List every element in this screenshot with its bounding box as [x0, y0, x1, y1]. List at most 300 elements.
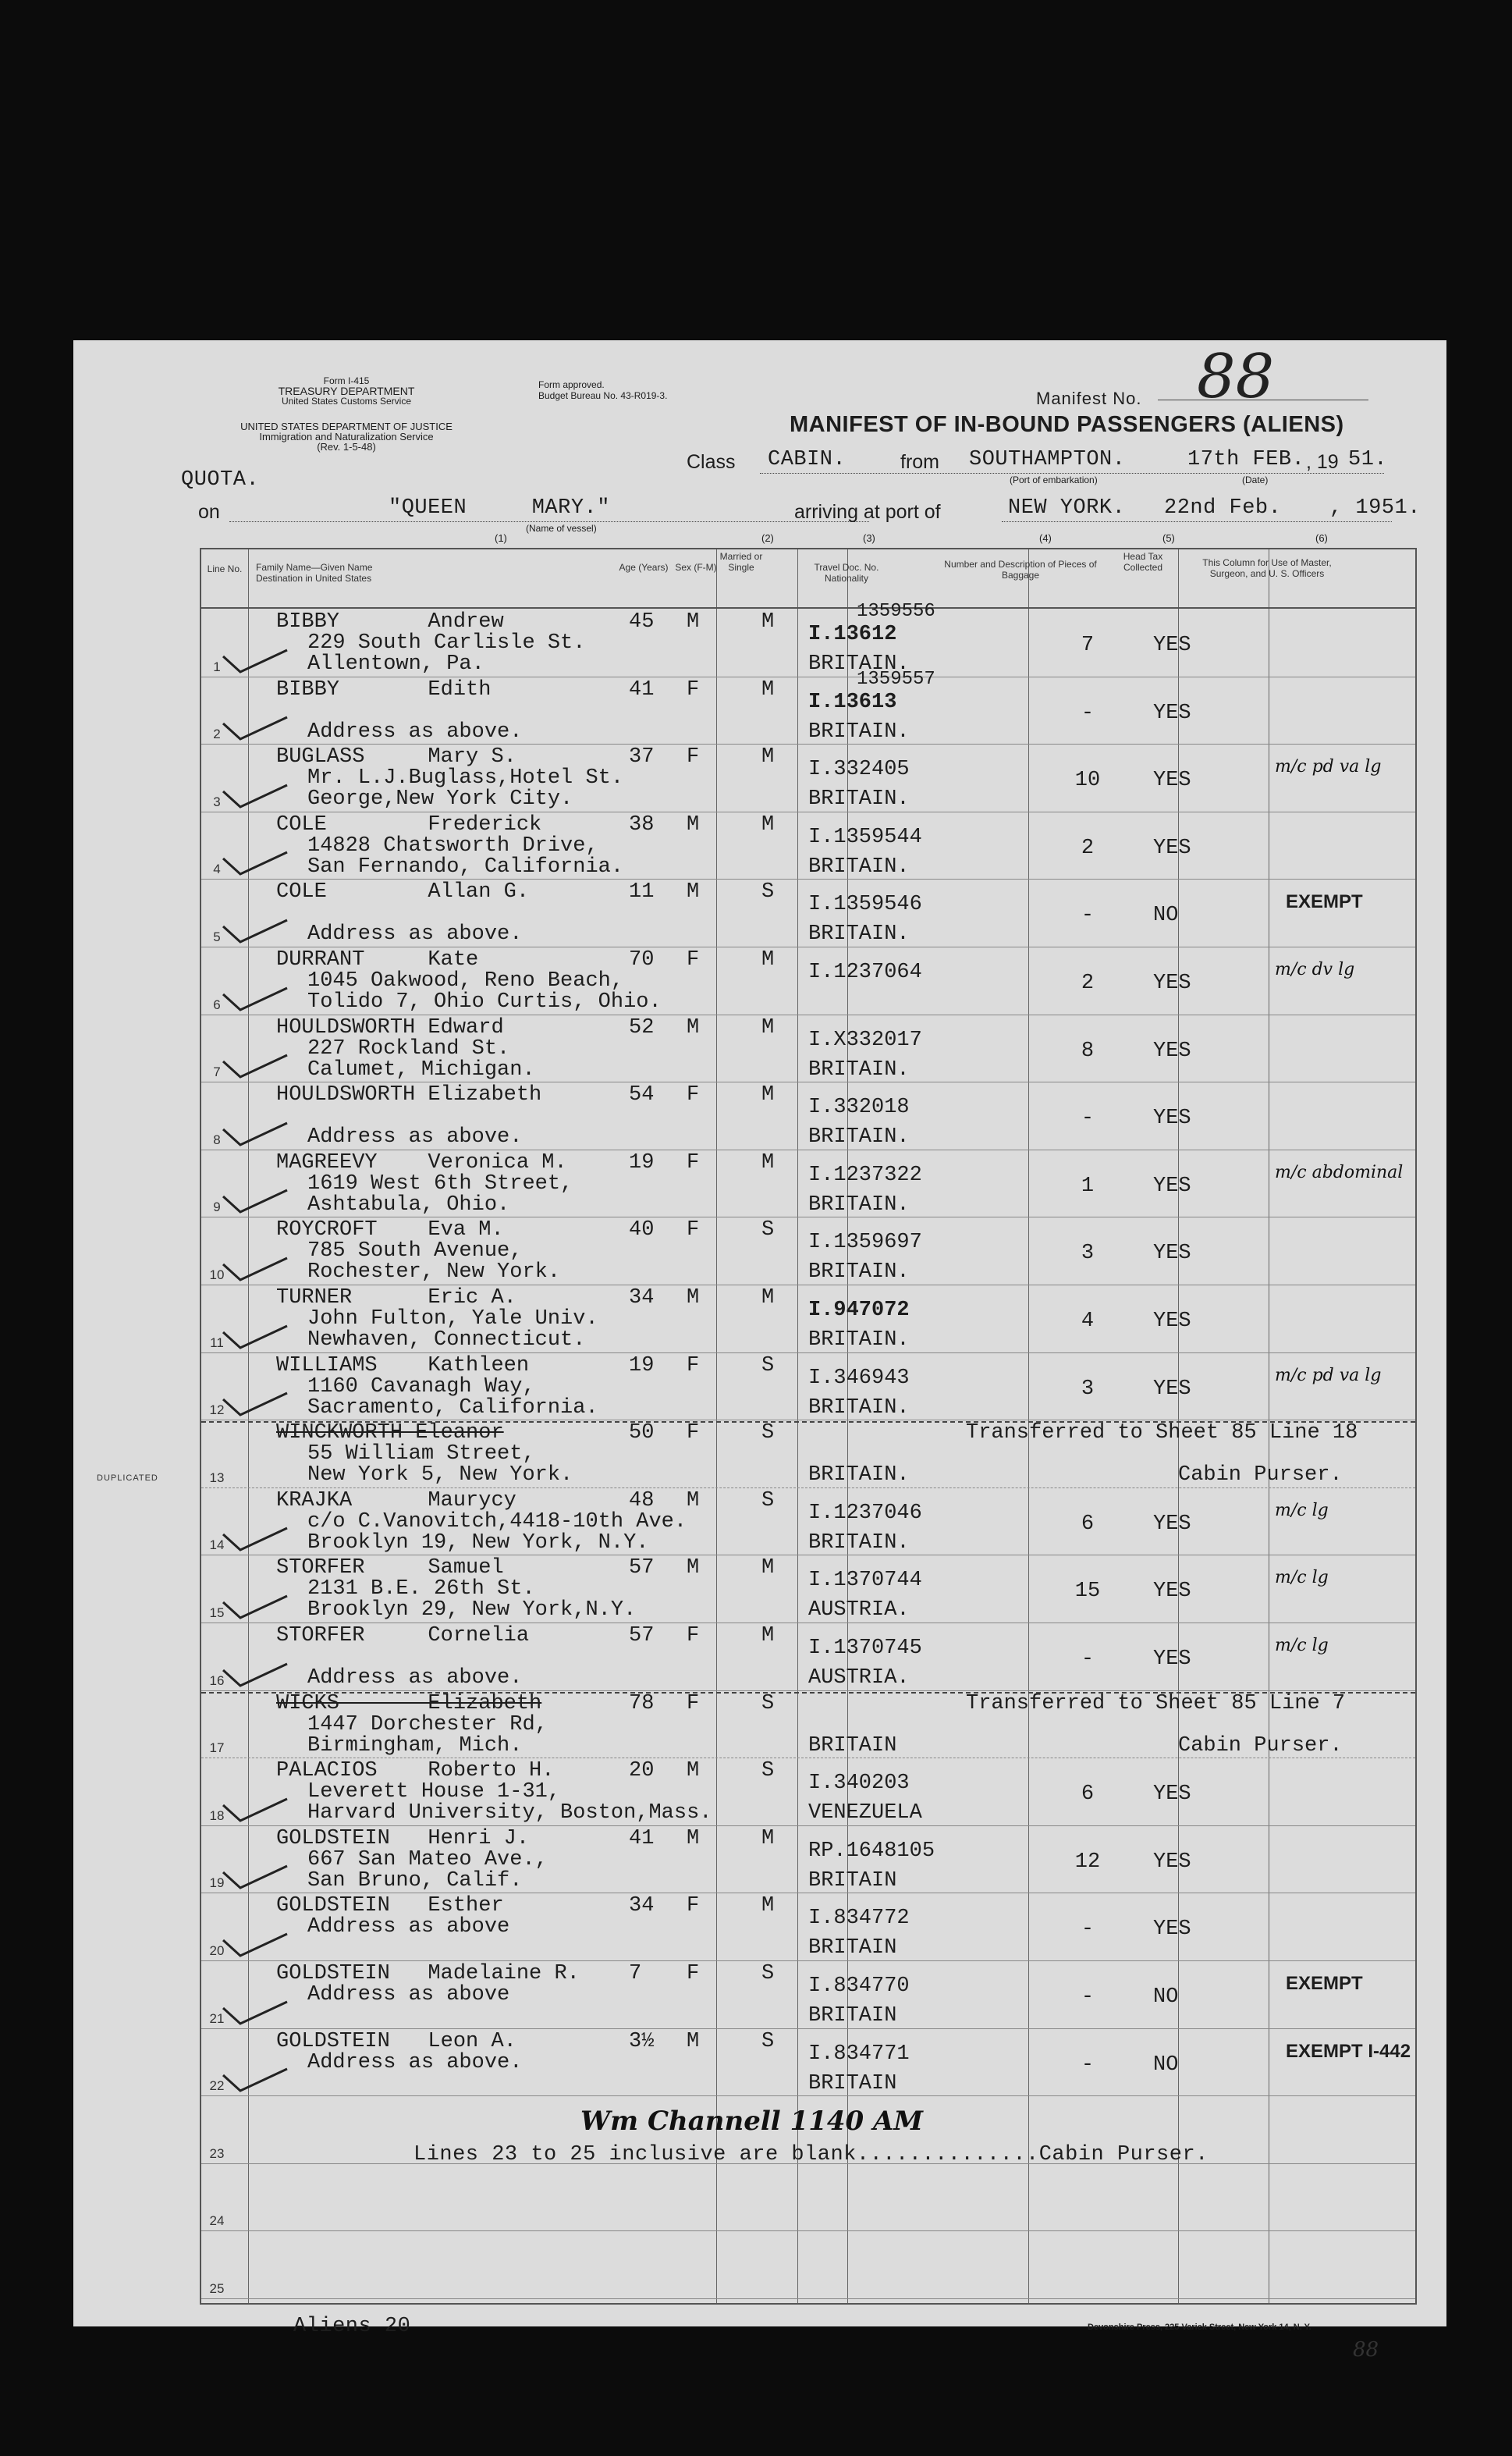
- transfer-signoff: Cabin Purser.: [1178, 1733, 1343, 1758]
- table-row: [201, 1555, 1415, 1623]
- table-row: [201, 1420, 1415, 1487]
- col-sex: Sex (F-M): [675, 562, 717, 573]
- nationality: BRITAIN.: [808, 1328, 910, 1352]
- line-number: 22: [209, 2078, 225, 2094]
- officer-note: m/c lg: [1275, 1568, 1329, 1588]
- travel-doc: I.1359546: [808, 893, 922, 917]
- doc-number-top: 1359557: [857, 668, 935, 690]
- line-number: 5: [213, 929, 221, 944]
- manifest-no: 88: [1197, 342, 1275, 412]
- age: 52: [629, 1015, 655, 1040]
- officer-note: EXEMPT: [1286, 1973, 1363, 1994]
- baggage-count: 10: [1074, 769, 1101, 793]
- table-row: [201, 2163, 1415, 2231]
- doj-title: UNITED STATES DEPARTMENT OF JUSTICE: [240, 421, 453, 432]
- age: 78: [629, 1691, 655, 1715]
- col-num-1: (1): [495, 532, 507, 544]
- age: 34: [629, 1894, 655, 1918]
- treasury-dept: TREASURY DEPARTMENT: [278, 385, 415, 397]
- nationality: BRITAIN: [808, 2004, 897, 2028]
- handwritten-note: Wm Channell 1140 AM: [580, 2106, 924, 2137]
- page-mark: 88: [1353, 2338, 1379, 2362]
- marital-status: S: [761, 1488, 775, 1512]
- passenger-name: GOLDSTEIN Henri J.: [276, 1826, 530, 1850]
- head-tax: YES: [1153, 701, 1191, 725]
- baggage-count: 7: [1081, 634, 1095, 657]
- embark-year: 51.: [1348, 448, 1388, 471]
- manifest-title: MANIFEST OF IN-BOUND PASSENGERS (ALIENS): [790, 412, 1344, 437]
- checkmark-icon: [220, 983, 290, 1015]
- table-row: [201, 812, 1415, 880]
- age: 20: [629, 1759, 655, 1783]
- checkmark-icon: [220, 1591, 290, 1623]
- age: 70: [629, 948, 655, 972]
- arrival-port: NEW YORK.: [1008, 496, 1126, 520]
- checkmark-icon: [220, 848, 290, 879]
- age: 57: [629, 1556, 655, 1580]
- sex: M: [687, 1826, 700, 1850]
- col-num-5: (5): [1162, 532, 1175, 544]
- doc-number-top: 1359556: [857, 601, 935, 622]
- checkmark-icon: [220, 645, 290, 677]
- address-line-1: Address as above: [307, 1983, 510, 2006]
- head-tax: YES: [1153, 972, 1191, 995]
- line-number: 13: [209, 1470, 225, 1485]
- table-row: [201, 2028, 1415, 2096]
- line-number: 10: [209, 1267, 225, 1282]
- head-tax: YES: [1153, 1377, 1191, 1401]
- transfer-note: Transferred to Sheet 85 Line 7: [966, 1691, 1346, 1715]
- nationality: BRITAIN.: [808, 1530, 910, 1555]
- sex: M: [687, 1488, 700, 1512]
- travel-doc: RP.1648105: [808, 1839, 935, 1863]
- sex: M: [687, 1015, 700, 1040]
- baggage-count: 6: [1081, 1782, 1095, 1807]
- line-number: 16: [209, 1672, 225, 1688]
- travel-doc: I.1237046: [808, 1501, 922, 1525]
- travel-doc: I.1370744: [808, 1569, 922, 1593]
- line-number: 12: [209, 1402, 225, 1418]
- sex: F: [687, 1962, 700, 1985]
- baggage-count: -: [1081, 1107, 1095, 1131]
- address-line-1: Leverett House 1-31,: [307, 1780, 561, 1804]
- class-label: Class: [687, 451, 736, 473]
- table-row: [201, 1285, 1415, 1352]
- age: 45: [629, 610, 655, 634]
- address-line-1: 229 South Carlisle St.: [307, 631, 586, 655]
- table-row: [201, 1758, 1415, 1825]
- address-line-2: Address as above.: [307, 922, 523, 947]
- on-label: on: [198, 501, 220, 523]
- travel-doc: I.X332017: [808, 1028, 922, 1052]
- line-number: 2: [213, 727, 221, 742]
- col-travel-doc: Travel Doc. No. Nationality: [814, 562, 879, 584]
- address-line-1: 1619 West 6th Street,: [307, 1171, 573, 1196]
- head-tax: YES: [1153, 1918, 1191, 1942]
- sex: F: [687, 745, 700, 769]
- baggage-count: -: [1081, 904, 1095, 928]
- col-age: Age (Years): [619, 562, 669, 573]
- passenger-name: HOULDSWORTH Elizabeth: [276, 1083, 542, 1107]
- rev-date: (Rev. 1-5-48): [317, 441, 376, 453]
- checkmark-icon: [220, 1659, 290, 1690]
- age: 3½: [629, 2029, 655, 2053]
- age: 50: [629, 1421, 655, 1445]
- passenger-name: GOLDSTEIN Esther: [276, 1894, 504, 1918]
- passenger-name: ROYCROFT Eva M.: [276, 1218, 504, 1242]
- nationality: BRITAIN.: [808, 652, 910, 676]
- arriving-label: arriving at port of: [794, 501, 941, 523]
- checkmark-icon: [220, 915, 290, 947]
- checkmark-icon: [220, 1523, 290, 1555]
- baggage-count: -: [1081, 1647, 1095, 1671]
- line-number: 7: [213, 1065, 221, 1080]
- line-number: 9: [213, 1200, 221, 1215]
- nationality: BRITAIN.: [808, 855, 910, 879]
- nationality: BRITAIN.: [808, 720, 910, 744]
- form-id: Form I-415: [323, 375, 370, 386]
- nationality: AUSTRIA.: [808, 1666, 910, 1690]
- age: 41: [629, 677, 655, 702]
- table-row: [201, 1893, 1415, 1960]
- marital-status: M: [761, 610, 775, 634]
- travel-doc: I.1237322: [808, 1163, 922, 1187]
- address-line-2: Rochester, New York.: [307, 1260, 561, 1285]
- sex: F: [687, 1624, 700, 1647]
- checkmark-icon: [220, 1185, 290, 1217]
- baggage-count: -: [1081, 2053, 1095, 2077]
- line-number: 17: [209, 1740, 225, 1756]
- line-number: 24: [209, 2213, 225, 2229]
- table-row: [201, 1623, 1415, 1690]
- nationality: BRITAIN.: [808, 1192, 910, 1217]
- sex: F: [687, 1150, 700, 1175]
- head-tax: YES: [1153, 1580, 1191, 1604]
- quota-label: QUOTA.: [181, 468, 260, 492]
- marital-status: M: [761, 1556, 775, 1580]
- line-number: 21: [209, 2010, 225, 2026]
- head-tax: NO: [1153, 2053, 1179, 2077]
- passenger-name: MAGREEVY Veronica M.: [276, 1150, 567, 1175]
- checkmark-icon: [220, 713, 290, 744]
- embark-date: 17th FEB.: [1187, 448, 1305, 471]
- marital-status: M: [761, 1015, 775, 1040]
- line-number: 25: [209, 2280, 225, 2296]
- col-line-no: Line No.: [207, 563, 243, 574]
- baggage-count: 15: [1074, 1580, 1101, 1604]
- baggage-count: 3: [1081, 1377, 1095, 1401]
- baggage-count: -: [1081, 1985, 1095, 2009]
- head-tax: YES: [1153, 1039, 1191, 1063]
- marital-status: S: [761, 1962, 775, 1985]
- head-tax: YES: [1153, 1242, 1191, 1266]
- nationality: BRITAIN.: [808, 787, 910, 812]
- officer-note: EXEMPT I-442: [1286, 2040, 1411, 2062]
- address-line-1: 55 William Street,: [307, 1442, 535, 1466]
- passenger-name: WICKS Elizabeth: [276, 1691, 542, 1715]
- from-label: from: [900, 451, 939, 473]
- marital-status: M: [761, 948, 775, 972]
- address-line-1: 2131 B.E. 26th St.: [307, 1577, 535, 1601]
- duplicated-stamp: DUPLICATED: [97, 1473, 158, 1483]
- col-baggage: Number and Description of Pieces of Baggage: [944, 559, 1097, 581]
- vessel-name: "QUEEN MARY.": [389, 496, 610, 520]
- age: 19: [629, 1150, 655, 1175]
- age: 38: [629, 812, 655, 837]
- baggage-count: 3: [1081, 1242, 1095, 1266]
- transfer-note: Transferred to Sheet 85 Line 18: [966, 1421, 1358, 1445]
- col-num-3: (3): [863, 532, 875, 544]
- marital-status: S: [761, 880, 775, 905]
- travel-doc: I.13613: [808, 690, 897, 714]
- table-row: [201, 1082, 1415, 1150]
- passenger-name: STORFER Cornelia: [276, 1624, 530, 1647]
- nationality: BRITAIN.: [808, 922, 910, 947]
- passenger-name: HOULDSWORTH Edward: [276, 1015, 504, 1040]
- officer-note: m/c abdominal: [1275, 1162, 1404, 1182]
- travel-doc: I.13612: [808, 623, 897, 646]
- address-line-2: New York 5, New York.: [307, 1463, 573, 1487]
- address-line-2: San Fernando, California.: [307, 855, 624, 879]
- checkmark-icon: [220, 1050, 290, 1082]
- age: 48: [629, 1488, 655, 1512]
- table-row: [201, 668, 1415, 745]
- line-number: 6: [213, 997, 221, 1012]
- col-married: Married or Single: [719, 551, 763, 573]
- marital-status: M: [761, 1826, 775, 1850]
- nationality: BRITAIN.: [808, 1463, 910, 1487]
- sex: M: [687, 812, 700, 837]
- marital-status: M: [761, 1624, 775, 1647]
- marital-status: S: [761, 1691, 775, 1715]
- age: 37: [629, 745, 655, 769]
- col-num-4: (4): [1039, 532, 1052, 544]
- nationality: AUSTRIA.: [808, 1598, 910, 1623]
- form-approved: Form approved.: [538, 379, 605, 390]
- line-number: 3: [213, 794, 221, 809]
- head-tax: YES: [1153, 1647, 1191, 1671]
- table-row: [201, 1015, 1415, 1082]
- passenger-name: COLE Allan G.: [276, 880, 530, 905]
- age: 19: [629, 1353, 655, 1377]
- head-tax: YES: [1153, 836, 1191, 860]
- line-number: 18: [209, 1807, 225, 1823]
- checkmark-icon: [220, 780, 290, 812]
- travel-doc: I.1359544: [808, 825, 922, 849]
- travel-doc: I.1370745: [808, 1637, 922, 1660]
- travel-doc: I.1359697: [808, 1231, 922, 1255]
- col-head-tax: Head Tax Collected: [1123, 551, 1163, 573]
- arrival-year: , 1951.: [1329, 496, 1421, 520]
- baggage-count: 6: [1081, 1512, 1095, 1536]
- address-line-1: c/o C.Vanovitch,4418-10th Ave.: [307, 1509, 687, 1534]
- baggage-count: 1: [1081, 1174, 1095, 1198]
- embark-year-prefix: , 19: [1306, 451, 1339, 473]
- line-number: 23: [209, 2145, 225, 2161]
- officer-note: m/c pd va lg: [1275, 1365, 1382, 1385]
- passenger-name: GOLDSTEIN Madelaine R.: [276, 1962, 580, 1985]
- passenger-name: STORFER Samuel: [276, 1556, 504, 1580]
- head-tax: YES: [1153, 1512, 1191, 1536]
- address-line-2: Allentown, Pa.: [307, 652, 484, 676]
- table-row: [201, 744, 1415, 812]
- sex: F: [687, 948, 700, 972]
- sex: F: [687, 1691, 700, 1715]
- col-num-2: (2): [761, 532, 774, 544]
- marital-status: M: [761, 1150, 775, 1175]
- travel-doc: I.340203: [808, 1772, 910, 1796]
- marital-status: S: [761, 1421, 775, 1445]
- passenger-name: GOLDSTEIN Leon A.: [276, 2029, 516, 2053]
- address-line-2: Brooklyn 19, New York, N.Y.: [307, 1530, 649, 1555]
- address-line-1: Mr. L.J.Buglass,Hotel St.: [307, 766, 624, 791]
- baggage-count: -: [1081, 1918, 1095, 1942]
- ins-title: Immigration and Naturalization Service: [259, 431, 434, 443]
- line-number: 14: [209, 1537, 225, 1553]
- travel-doc: I.332405: [808, 758, 910, 782]
- officer-note: m/c pd va lg: [1275, 757, 1382, 777]
- nationality: BRITAIN: [808, 1936, 897, 1960]
- nationality: BRITAIN.: [808, 1395, 910, 1420]
- marital-status: M: [761, 1083, 775, 1107]
- checkmark-icon: [220, 2064, 290, 2095]
- head-tax: YES: [1153, 1782, 1191, 1807]
- checkmark-icon: [220, 1794, 290, 1825]
- checkmark-icon: [220, 1861, 290, 1893]
- printer-credit: Devonshire Press, 225 Varick Street, New York 14, N. Y.: [1088, 2323, 1311, 2332]
- table-row: [201, 1487, 1415, 1555]
- nationality: BRITAIN: [808, 1733, 897, 1758]
- head-tax: NO: [1153, 904, 1179, 928]
- marital-status: S: [761, 2029, 775, 2053]
- address-line-2: Address as above.: [307, 1666, 523, 1690]
- head-tax: YES: [1153, 769, 1191, 793]
- line-number: 1: [213, 659, 221, 674]
- marital-status: S: [761, 1353, 775, 1377]
- head-tax: YES: [1153, 1850, 1191, 1874]
- head-tax: YES: [1153, 1174, 1191, 1198]
- sex: F: [687, 1083, 700, 1107]
- head-tax: YES: [1153, 1310, 1191, 1333]
- sex: M: [687, 1556, 700, 1580]
- transfer-signoff: Cabin Purser.: [1178, 1463, 1343, 1487]
- manifest-table: [200, 548, 1417, 2305]
- sex: M: [687, 610, 700, 634]
- arrival-date: 22nd Feb.: [1164, 496, 1282, 520]
- address-line-2: Newhaven, Connecticut.: [307, 1328, 586, 1352]
- nationality: BRITAIN.: [808, 1057, 910, 1082]
- marital-status: S: [761, 1759, 775, 1783]
- sex: M: [687, 880, 700, 905]
- head-tax: YES: [1153, 1107, 1191, 1131]
- passenger-name: BIBBY Andrew: [276, 610, 504, 634]
- address-line-1: Address as above.: [307, 2050, 523, 2074]
- marital-status: M: [761, 677, 775, 702]
- address-line-1: 227 Rockland St.: [307, 1036, 510, 1061]
- sex: F: [687, 1894, 700, 1918]
- budget-bureau: Budget Bureau No. 43-R019-3.: [538, 390, 668, 401]
- address-line-1: 1447 Dorchester Rd,: [307, 1712, 548, 1736]
- table-row: [201, 601, 1415, 677]
- travel-doc: I.346943: [808, 1366, 910, 1390]
- table-row: [201, 1960, 1415, 2028]
- marital-status: M: [761, 812, 775, 837]
- passenger-name: DURRANT Kate: [276, 948, 479, 972]
- sex: M: [687, 2029, 700, 2053]
- travel-doc: I.834771: [808, 2042, 910, 2066]
- table-row: [201, 879, 1415, 947]
- checkmark-icon: [220, 1253, 290, 1285]
- class-value: CABIN.: [768, 448, 847, 471]
- table-row: [201, 1825, 1415, 1893]
- address-line-2: Ashtabula, Ohio.: [307, 1192, 510, 1217]
- age: 34: [629, 1286, 655, 1310]
- address-line-1: 1160 Cavanagh Way,: [307, 1374, 535, 1399]
- checkmark-icon: [220, 1118, 290, 1150]
- address-line-1: 785 South Avenue,: [307, 1239, 523, 1264]
- address-line-2: Calumet, Michigan.: [307, 1057, 535, 1082]
- sex: F: [687, 1353, 700, 1377]
- baggage-count: 2: [1081, 972, 1095, 995]
- officer-note: EXEMPT: [1286, 891, 1363, 913]
- address-line-2: Tolido 7, Ohio Curtis, Ohio.: [307, 990, 662, 1014]
- table-row: [201, 1150, 1415, 1217]
- address-line-2: Sacramento, California.: [307, 1395, 598, 1420]
- marital-status: S: [761, 1218, 775, 1242]
- age: 54: [629, 1083, 655, 1107]
- passenger-name: WINCKWORTH Eleanor: [276, 1421, 504, 1445]
- officer-note: m/c lg: [1275, 1636, 1329, 1655]
- head-tax: YES: [1153, 634, 1191, 657]
- passenger-name: TURNER Eric A.: [276, 1286, 516, 1310]
- baggage-count: 12: [1074, 1850, 1101, 1874]
- table-row: [201, 947, 1415, 1015]
- age: 11: [629, 880, 655, 905]
- travel-doc: I.834772: [808, 1907, 910, 1931]
- line-number: 20: [209, 1942, 225, 1958]
- travel-doc: I.1237064: [808, 961, 922, 984]
- vessel-caption: (Name of vessel): [526, 523, 597, 534]
- baggage-count: -: [1081, 701, 1095, 725]
- travel-doc: I.834770: [808, 1974, 910, 1998]
- address-line-2: Brooklyn 29, New York,N.Y.: [307, 1598, 637, 1623]
- col-officers: This Column for Use of Master, Surgeon, and U. S. Officers: [1202, 557, 1332, 579]
- table-row: [201, 1217, 1415, 1285]
- checkmark-icon: [220, 1997, 290, 2028]
- address-line-1: 667 San Mateo Ave.,: [307, 1847, 548, 1871]
- passenger-name: BUGLASS Mary S.: [276, 745, 516, 769]
- sex: F: [687, 677, 700, 702]
- checkmark-icon: [220, 1388, 290, 1420]
- col-num-6: (6): [1315, 532, 1328, 544]
- date-caption: (Date): [1242, 474, 1269, 485]
- address-line-2: Address as above.: [307, 1125, 523, 1150]
- line-number: 15: [209, 1605, 225, 1620]
- table-row: [201, 1352, 1415, 1420]
- nationality: BRITAIN.: [808, 1125, 910, 1150]
- nationality: VENEZUELA: [808, 1801, 922, 1825]
- baggage-count: 8: [1081, 1039, 1095, 1063]
- marital-status: M: [761, 745, 775, 769]
- baggage-count: 2: [1081, 836, 1095, 860]
- table-row: [201, 1690, 1415, 1758]
- nationality: BRITAIN.: [808, 1260, 910, 1285]
- age: 41: [629, 1826, 655, 1850]
- address-line-2: George,New York City.: [307, 787, 573, 812]
- travel-doc: I.332018: [808, 1096, 910, 1120]
- customs-service: United States Customs Service: [281, 396, 412, 407]
- address-line-2: Address as above.: [307, 720, 523, 744]
